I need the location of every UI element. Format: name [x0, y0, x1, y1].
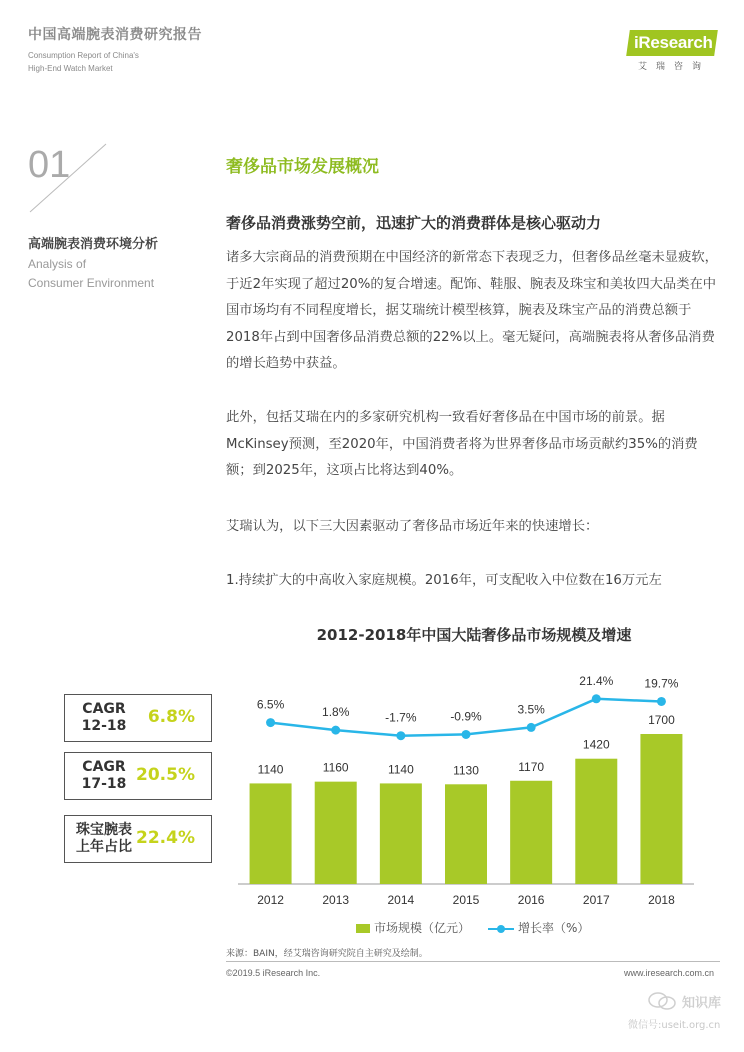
- kpi-label-line-2: 上年占比: [76, 839, 132, 855]
- bar-label-2012: 1140: [257, 762, 284, 777]
- watermark-title: 知识库: [682, 996, 722, 1011]
- footer-divider: [226, 961, 720, 962]
- growth-point-2013: [331, 726, 340, 735]
- bar-2012: [250, 783, 292, 884]
- kpi-box-cagr-12-18: [64, 694, 212, 742]
- growth-label-2018: 19.7%: [644, 676, 679, 691]
- kpi-label: [75, 822, 133, 856]
- bar-2016: [510, 781, 552, 884]
- bar-2015: [445, 784, 487, 884]
- bar-label-2018: 1700: [648, 713, 675, 727]
- kpi-label-line-1: CAGR: [82, 701, 126, 717]
- logo-cn-text: 艾瑞咨询: [638, 62, 711, 72]
- kpi-label-line-2: 17-18: [81, 776, 127, 792]
- source-note: 来源：BAIN，经艾瑞咨询研究院自主研究及绘制。: [226, 949, 428, 959]
- growth-label-2015: -0.9%: [450, 709, 482, 724]
- section-number: 01: [28, 144, 71, 186]
- kpi-box-jewelry-watch-share: [64, 815, 212, 863]
- section-title-en-line-1: Analysis of: [28, 257, 87, 271]
- section-title-en-line-2: Consumer Environment: [28, 276, 155, 290]
- growth-label-2012: 6.5%: [256, 697, 285, 712]
- bar-2014: [380, 783, 422, 884]
- chart-legend: [356, 919, 589, 936]
- bar-label-2014: 1140: [387, 762, 414, 777]
- kpi-box-cagr-17-18: [64, 752, 212, 800]
- growth-label-2013: 1.8%: [322, 705, 350, 720]
- legend-line-swatch: [488, 924, 514, 934]
- watermark-subtitle: 微信号:useit.org.cn: [628, 1020, 721, 1031]
- logo-text: iResearch: [634, 33, 713, 52]
- kpi-label-line-1: CAGR: [82, 759, 126, 775]
- section-title-en: [28, 255, 154, 293]
- kpi-value: 20.5%: [136, 765, 195, 785]
- website-link[interactable]: www.iresearch.com.cn: [623, 968, 714, 978]
- bar-2017: [575, 759, 617, 884]
- kpi-label: [75, 701, 133, 735]
- bar-label-2015: 1130: [453, 763, 479, 778]
- paragraph-3: 艾瑞认为，以下三大因素驱动了奢侈品市场近年来的快速增长：: [226, 519, 599, 534]
- x-tick-2017: 2017: [582, 893, 610, 907]
- growth-label-2016: 3.5%: [517, 702, 545, 717]
- kpi-label-line-2: 12-18: [81, 718, 127, 734]
- section-title-cn: 高端腕表消费环境分析: [28, 237, 159, 252]
- paragraph-1: 诸多大宗商品的消费预期在中国经济的新常态下表现乏力，但奢侈品丝毫未显疲软，于近2年实现了超过20%的复合增速。配饰、鞋服、腕表及珠宝和美妆四大品类在中国市场均有不同程度增长，据艾瑞统计模型核算，腕表及珠宝产品的消费总额于2018年占到中国奢侈品消费总额的22%以上。毫无疑问，高端腕表将从奢侈品消费的增长趋势中获益。: [226, 250, 718, 371]
- paragraph-2: 此外，包括艾瑞在内的多家研究机构一致看好奢侈品在中国市场的前景。据McKinsey预测，至2020年，中国消费者将为世界奢侈品市场贡献约35%的消费额；到2025年，这项占比将达到40%。: [226, 410, 698, 478]
- x-tick-2014: 2014: [387, 893, 415, 907]
- main-heading: 奢侈品消费涨势空前，迅速扩大的消费群体是核心驱动力: [226, 214, 602, 232]
- growth-label-2014: -1.7%: [385, 710, 417, 725]
- watermark: [626, 988, 734, 1036]
- x-tick-2012: 2012: [257, 893, 284, 907]
- x-tick-2013: 2013: [322, 893, 350, 907]
- legend-label-bar: 市场规模（亿元）: [374, 921, 471, 935]
- copyright: ©2019.5 iResearch Inc.: [226, 968, 321, 978]
- kpi-label-line-1: 珠宝腕表: [76, 822, 132, 838]
- bar-label-2016: 1170: [518, 759, 545, 774]
- kpi-value: 6.8%: [147, 707, 195, 727]
- report-subtitle: [28, 49, 139, 75]
- growth-label-2017: 21.4%: [579, 673, 614, 688]
- growth-point-2017: [592, 694, 601, 703]
- growth-point-2018: [657, 697, 666, 706]
- x-tick-2018: 2018: [648, 893, 675, 907]
- x-tick-2015: 2015: [452, 893, 480, 907]
- report-subtitle-line-2: High-End Watch Market: [28, 64, 113, 73]
- report-title: 中国高端腕表消费研究报告: [28, 27, 202, 43]
- bar-label-2017: 1420: [582, 737, 610, 752]
- bar-label-2013: 1160: [322, 760, 349, 775]
- iresearch-logo: [628, 27, 720, 73]
- bar-2018: [640, 734, 682, 884]
- chart-title: 2012-2018年中国大陆奢侈品市场规模及增速: [316, 626, 632, 644]
- kpi-value: 22.4%: [136, 828, 195, 848]
- legend-bar-swatch: [356, 924, 370, 933]
- page-heading: 奢侈品市场发展概况: [226, 157, 379, 177]
- kpi-label: [75, 759, 133, 793]
- market-size-chart: [224, 650, 704, 915]
- growth-point-2016: [527, 723, 536, 732]
- bar-2013: [315, 782, 357, 884]
- x-tick-2016: 2016: [517, 893, 545, 907]
- legend-label-line: 增长率（%）: [518, 921, 590, 935]
- growth-point-2012: [266, 718, 275, 727]
- report-subtitle-line-1: Consumption Report of China's: [28, 51, 139, 60]
- paragraph-4: 1.持续扩大的中高收入家庭规模。2016年，可支配收入中位数在16万元左: [226, 573, 662, 588]
- growth-point-2015: [462, 730, 471, 739]
- wechat-icon: [648, 992, 676, 1010]
- growth-point-2014: [396, 731, 405, 740]
